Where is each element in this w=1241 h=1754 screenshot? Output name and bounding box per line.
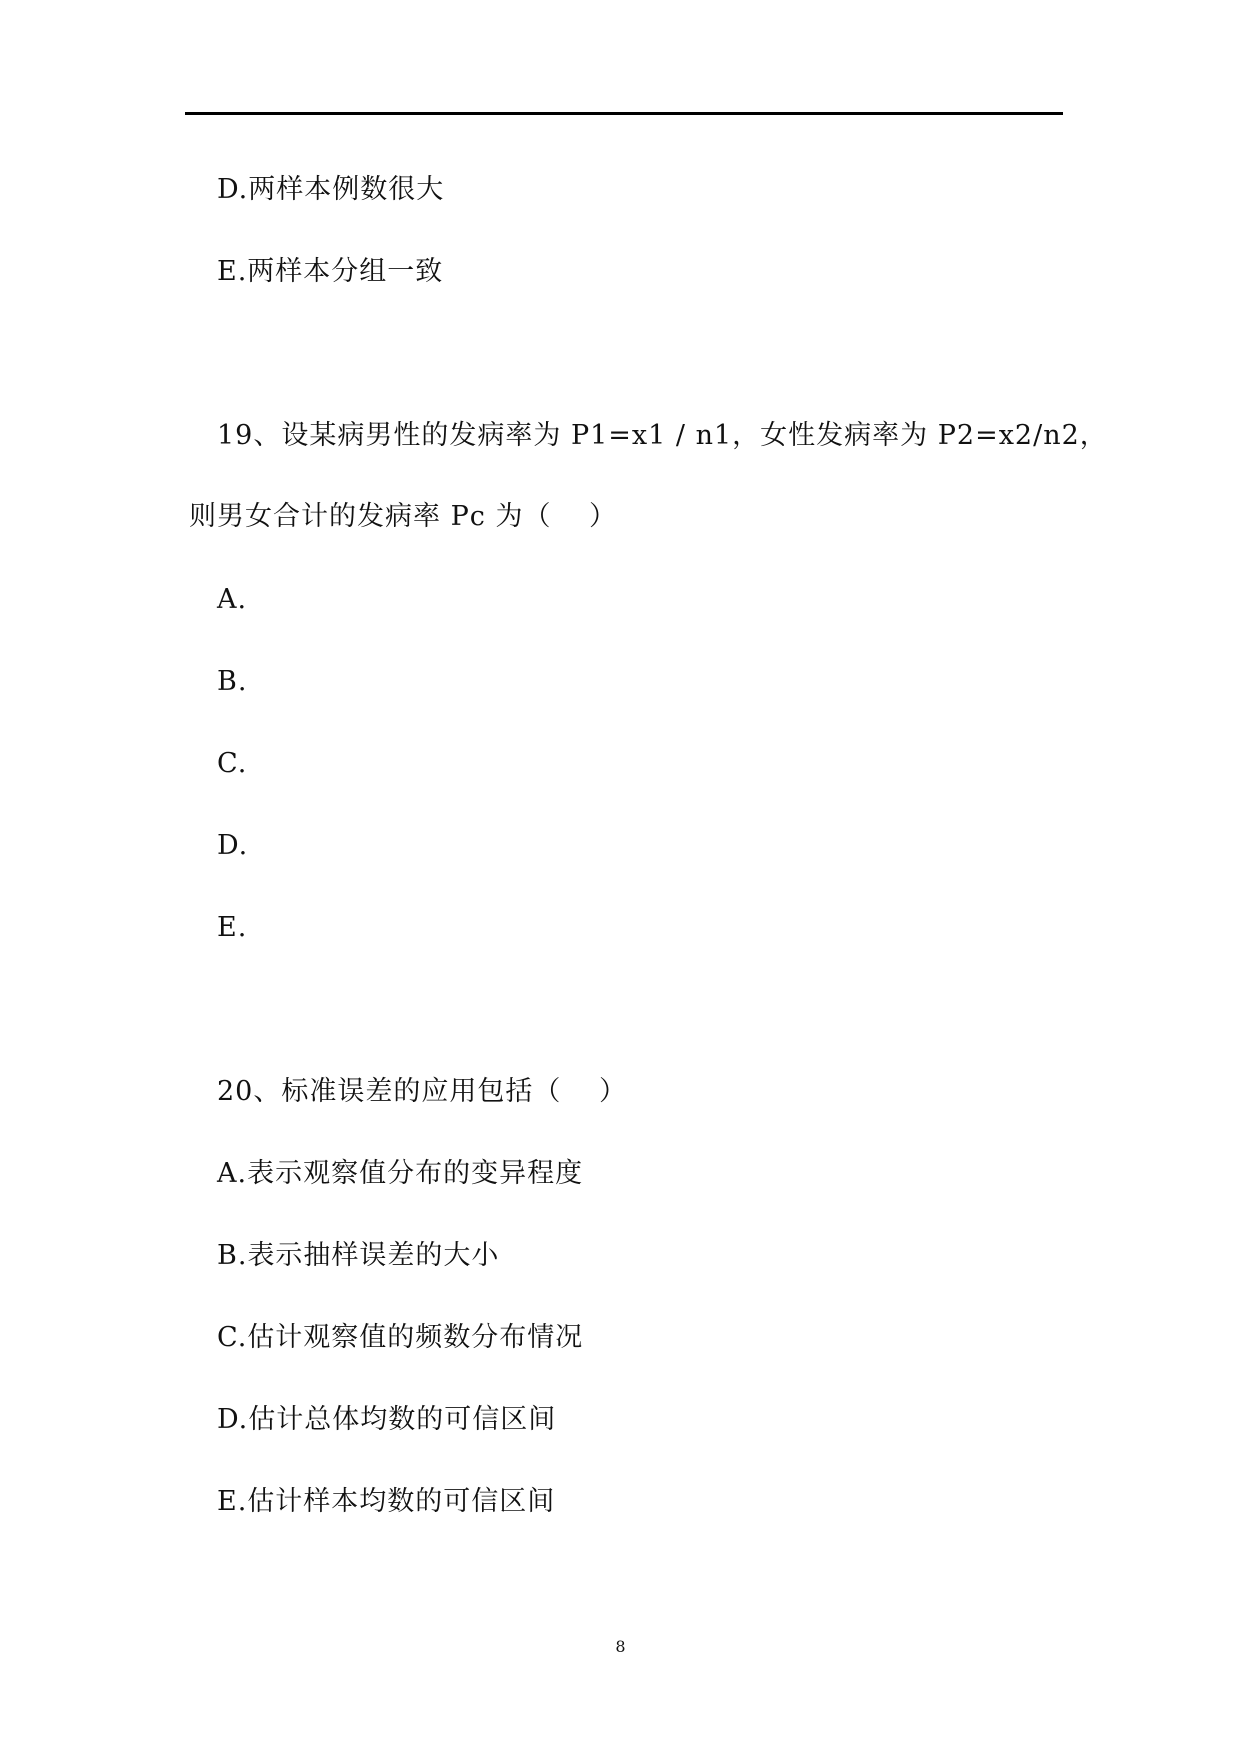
option-label: D.	[217, 174, 249, 205]
q20-option-d	[217, 1403, 556, 1437]
option-label: B.	[217, 1240, 248, 1271]
prev-option-e	[217, 255, 443, 289]
option-label: D.	[217, 1404, 249, 1435]
option-label: C.	[217, 1322, 248, 1353]
q20-option-e	[217, 1485, 555, 1519]
option-label: D.	[217, 830, 249, 861]
question-19-stem-line2: 则男女合计的发病率 Pc 为（ ）	[189, 501, 618, 532]
option-label: E.	[217, 1486, 248, 1517]
q19-option-b	[217, 665, 247, 699]
option-text: 表示观察值分布的变异程度	[247, 1158, 584, 1189]
option-text: 估计观察值的频数分布情况	[247, 1322, 584, 1353]
option-text: 表示抽样误差的大小	[247, 1240, 500, 1271]
q20-option-a	[217, 1157, 583, 1191]
q20-option-b	[217, 1239, 499, 1273]
option-label: A.	[217, 584, 248, 615]
option-text: 估计总体均数的可信区间	[248, 1404, 557, 1435]
option-text: 两样本例数很大	[248, 174, 445, 205]
q19-option-d	[217, 829, 248, 863]
q19-option-c	[217, 747, 247, 781]
option-label: E.	[217, 912, 248, 943]
q19-option-e	[217, 911, 247, 945]
option-label: C.	[217, 748, 248, 779]
page-number: 8	[615, 1637, 626, 1656]
prev-option-d	[217, 173, 444, 207]
q20-option-c	[217, 1321, 583, 1355]
question-19-stem-line1: 19、设某病男性的发病率为 P1=x1 / n1，女性发病率为 P2=x2/n2，	[217, 420, 1108, 451]
q19-option-a	[217, 583, 247, 617]
question-20-stem: 20、标准误差的应用包括（ ）	[217, 1076, 627, 1107]
option-label: B.	[217, 666, 248, 697]
option-label: A.	[217, 1158, 248, 1189]
option-text: 两样本分组一致	[247, 256, 444, 287]
option-text: 估计样本均数的可信区间	[247, 1486, 556, 1517]
header-rule	[185, 112, 1063, 115]
option-label: E.	[217, 256, 248, 287]
